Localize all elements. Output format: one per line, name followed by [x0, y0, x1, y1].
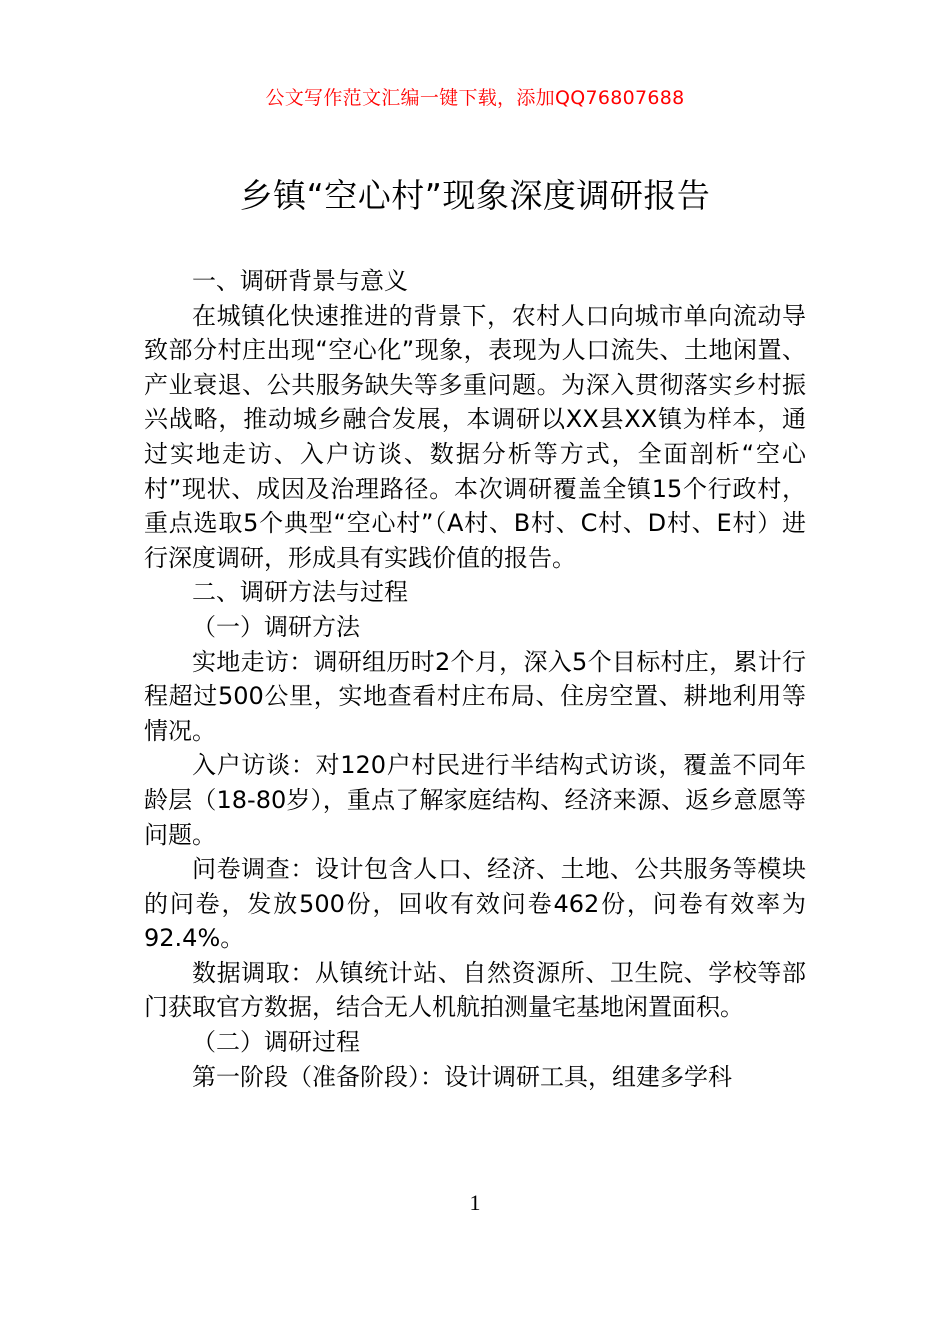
paragraph-questionnaire: 问卷调查：设计包含人口、经济、土地、公共服务等模块的问卷，发放500份，回收有效问卷462份，问卷有效率为92.4%。: [144, 855, 806, 953]
subsection-heading-process: （二）调研过程: [192, 1028, 360, 1057]
paragraph-field-visit: 实地走访：调研组历时2个月，深入5个目标村庄，累计行程超过500公里，实地查看村庄布局、住房空置、耕地利用等情况。: [144, 647, 806, 745]
document-body: [144, 264, 806, 1094]
paragraph-interviews: 入户访谈：对120户村民进行半结构式访谈，覆盖不同年龄层（18-80岁），重点了解家庭结构、经济来源、返乡意愿等问题。: [144, 751, 806, 849]
document-title: 乡镇“空心村”现象深度调研报告: [239, 176, 711, 215]
page-number: 1: [469, 1190, 481, 1215]
section-heading-methods: 二、调研方法与过程: [192, 578, 408, 607]
paragraph-stage-one: 第一阶段（准备阶段）：设计调研工具，组建多学科: [192, 1062, 732, 1091]
paragraph-background: 在城镇化快速推进的背景下，农村人口向城市单向流动导致部分村庄出现“空心化”现象，表现为人口流失、土地闲置、产业衰退、公共服务缺失等多重问题。为深入贯彻落实乡村振兴战略，推动城乡融合发展，本调研以XX县XX镇为样本，通过实地走访、入户访谈、数据分析等方式，全面剖析“空心村”现状、成因及治理路径。本次调研覆盖全镇15个行政村，重点选取5个典型“空心村”（A村、B村、C村、D村、E村）进行深度调研，形成具有实践价值的报告。: [144, 301, 806, 572]
download-banner: 公文写作范文汇编一键下载，添加QQ76807688: [265, 87, 685, 109]
subsection-heading-methods: （一）调研方法: [192, 612, 360, 641]
paragraph-data-collection: 数据调取：从镇统计站、自然资源所、卫生院、学校等部门获取官方数据，结合无人机航拍测量宅基地闲置面积。: [144, 958, 806, 1022]
section-heading-background: 一、调研背景与意义: [192, 267, 408, 295]
